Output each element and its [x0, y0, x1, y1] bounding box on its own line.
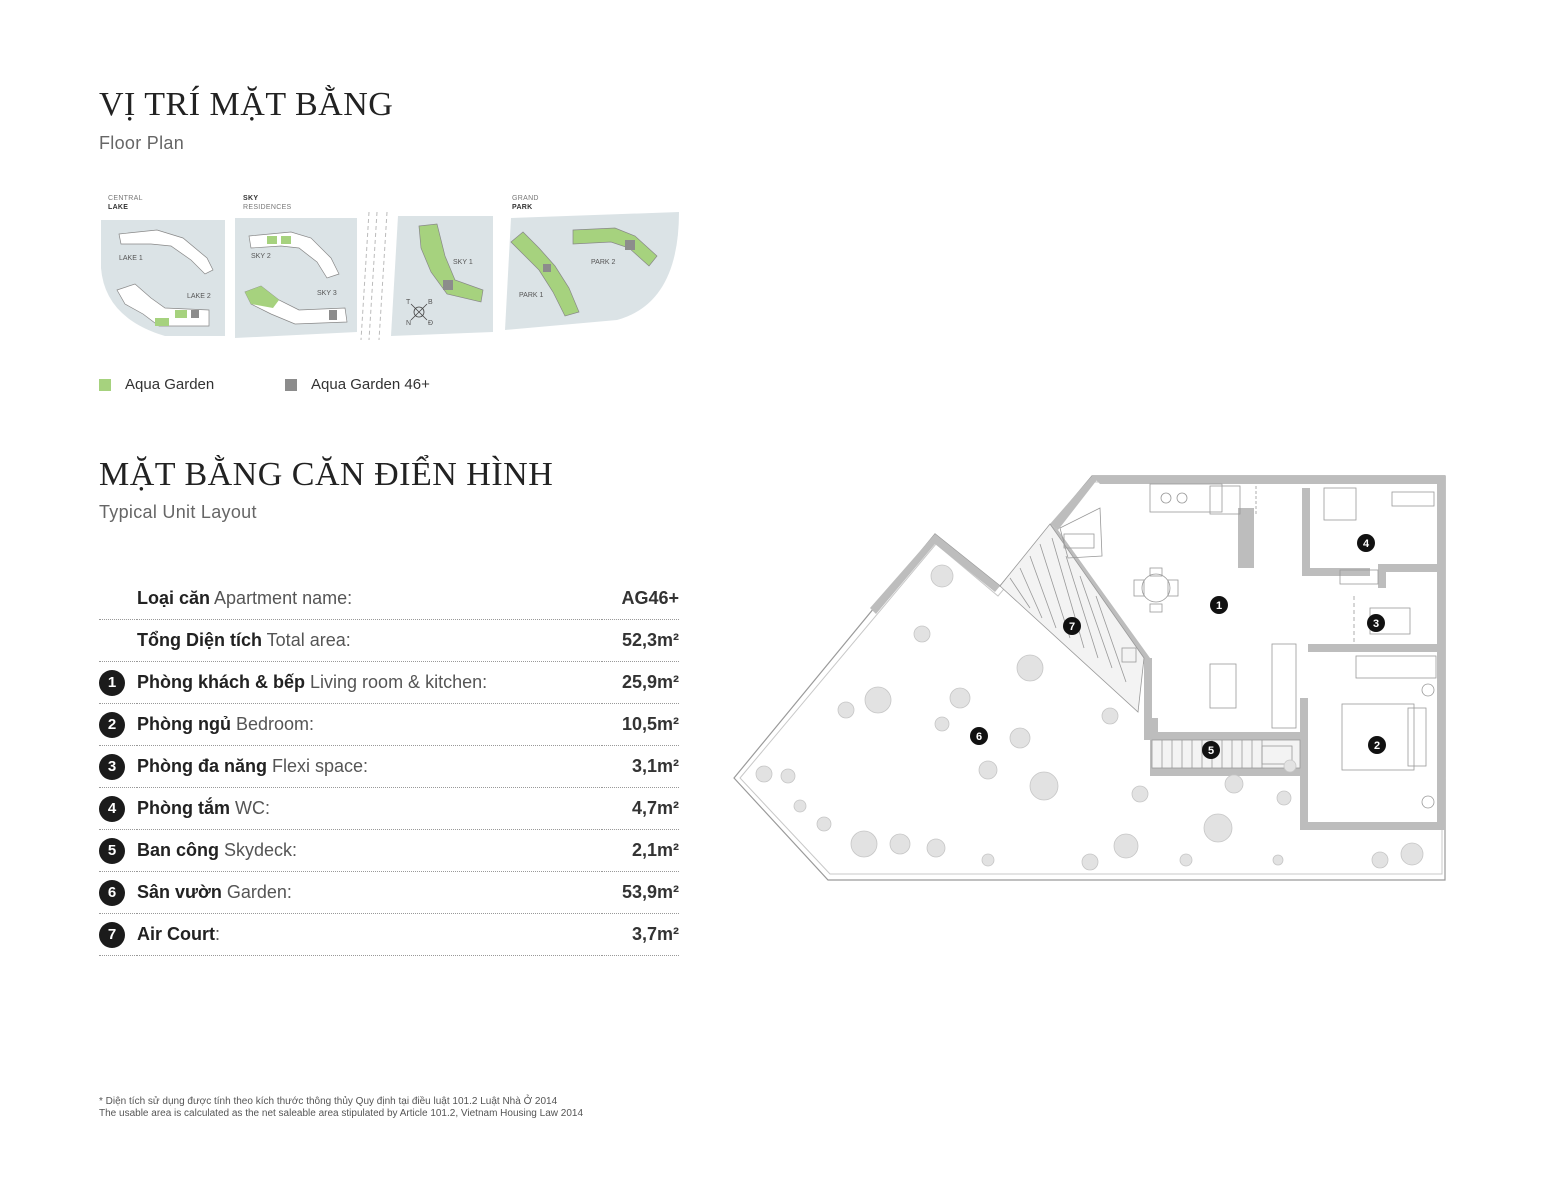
svg-text:N: N [406, 320, 412, 327]
svg-text:2: 2 [1373, 740, 1381, 752]
spec-number-cell [99, 662, 137, 704]
spec-name-cell [137, 746, 602, 788]
spec-row [99, 914, 679, 956]
room-marker-5 [1202, 741, 1220, 759]
spec-row [99, 578, 679, 620]
spec-value: 53,9m² [602, 872, 679, 914]
spec-row [99, 746, 679, 788]
garden-inner-outline [740, 482, 1442, 874]
floor-plan-subtitle: Floor Plan [99, 133, 185, 153]
spec-name-cell [137, 620, 602, 662]
legend-label: Aqua Garden [125, 376, 215, 393]
spec-name-en: Garden: [221, 882, 292, 902]
svg-text:1: 1 [1215, 600, 1223, 612]
room-marker-2 [1368, 736, 1386, 754]
room-marker-4 [1357, 534, 1375, 552]
spec-number-cell [99, 578, 137, 620]
spec-name-vi: Loại căn [137, 588, 211, 608]
garden-outline [734, 476, 1445, 880]
spec-row [99, 620, 679, 662]
spec-row [99, 704, 679, 746]
unit-floor-plan [730, 468, 1455, 888]
spec-name-cell [137, 788, 602, 830]
room-marker-3 [1367, 614, 1385, 632]
svg-text:T: T [406, 299, 411, 306]
legend-aqua-garden [99, 376, 214, 393]
spec-name-vi: Air Court [137, 924, 215, 944]
spec-number-cell [99, 704, 137, 746]
building-label: LAKE 2 [187, 293, 211, 300]
spec-value: 2,1m² [602, 830, 679, 872]
spec-name-en: Apartment name: [210, 588, 353, 608]
spec-value: 25,9m² [602, 662, 679, 704]
spec-value: AG46+ [602, 578, 679, 620]
svg-text:6: 6 [975, 731, 983, 743]
spec-name-vi: Phòng đa năng [137, 756, 267, 776]
svg-text:5: 5 [1207, 745, 1215, 757]
road-line [369, 212, 377, 340]
legend-aqua-garden-46 [285, 376, 430, 393]
building-label: SKY 1 [453, 259, 473, 266]
legend-label: Aqua Garden 46+ [311, 376, 430, 393]
svg-text:3: 3 [1372, 618, 1380, 630]
spec-name-en: Flexi space: [267, 756, 369, 776]
footnote-en: The usable area is calculated as the net saleable area stipulated by Article 101.2, Vietnam Housing Law 2014 [99, 1108, 584, 1119]
svg-text:4: 4 [1362, 538, 1370, 550]
spec-number-cell [99, 620, 137, 662]
unit-spec-table [99, 578, 679, 956]
road-line [379, 212, 387, 340]
spec-number-badge: 1 [99, 670, 125, 696]
spec-name-vi: Tổng Diện tích [137, 630, 262, 650]
spec-name-cell [137, 830, 602, 872]
spec-name-en: Skydeck: [219, 840, 298, 860]
road-line [361, 212, 369, 340]
spec-name-cell [137, 872, 602, 914]
spec-name-cell [137, 704, 602, 746]
spec-value: 3,7m² [602, 914, 679, 956]
room-marker-1 [1210, 596, 1228, 614]
spec-value: 52,3m² [602, 620, 679, 662]
room-marker-7 [1063, 617, 1081, 635]
spec-value: 10,5m² [602, 704, 679, 746]
spec-value: 3,1m² [602, 746, 679, 788]
legend-swatch-gray [285, 379, 297, 391]
spec-number-badge: 3 [99, 754, 125, 780]
svg-text:B: B [428, 299, 433, 306]
zone-label-grand-park: GRAND PARK [512, 195, 539, 211]
spec-number-badge: 6 [99, 880, 125, 906]
spec-row [99, 662, 679, 704]
spec-name-vi: Sân vườn [137, 882, 222, 902]
building-label: SKY 2 [251, 253, 271, 260]
zone-label-sky-residences: SKY RESIDENCES [243, 195, 292, 211]
building-label: PARK 2 [591, 259, 616, 266]
spec-number-cell [99, 788, 137, 830]
footnote [99, 1096, 583, 1120]
unit-layout-subtitle: Typical Unit Layout [99, 502, 257, 522]
spec-name-en: : [215, 924, 221, 944]
spec-row [99, 830, 679, 872]
spec-number-badge: 7 [99, 922, 125, 948]
footnote-vi: * Diện tích sử dụng được tính theo kích thước thông thủy Quy định tại điều luật 101.2 Luật Nhà Ở 2014 [99, 1096, 558, 1107]
spec-row [99, 788, 679, 830]
spec-name-en: Bedroom: [230, 714, 315, 734]
building-label: SKY 3 [317, 290, 337, 297]
spec-name-cell [137, 578, 602, 620]
svg-text:7: 7 [1068, 621, 1076, 633]
spec-number-cell [99, 830, 137, 872]
spec-number-cell [99, 914, 137, 956]
spec-name-en: WC: [230, 798, 270, 818]
zone-label-central-lake: CENTRAL LAKE [108, 195, 143, 211]
unit-layout-title: MẶT BẰNG CĂN ĐIỂN HÌNH [99, 456, 554, 493]
spec-number-cell [99, 746, 137, 788]
spec-name-vi: Phòng khách & bếp [137, 672, 306, 692]
building-label: PARK 1 [519, 292, 544, 299]
room-marker-6 [970, 727, 988, 745]
spec-number-cell [99, 872, 137, 914]
spec-number-badge: 2 [99, 712, 125, 738]
spec-row [99, 872, 679, 914]
floor-plan-title: VỊ TRÍ MẶT BẰNG [99, 86, 394, 123]
spec-name-en: Living room & kitchen: [305, 672, 488, 692]
spec-name-cell [137, 914, 602, 956]
spec-name-cell [137, 662, 602, 704]
spec-name-vi: Ban công [137, 840, 220, 860]
spec-name-en: Total area: [262, 630, 351, 650]
spec-value: 4,7m² [602, 788, 679, 830]
svg-text:Đ: Đ [428, 320, 434, 327]
building-label: LAKE 1 [119, 255, 143, 262]
site-map [95, 208, 685, 343]
legend-swatch-green [99, 379, 111, 391]
spec-number-badge: 4 [99, 796, 125, 822]
spec-name-vi: Phòng tắm [137, 798, 230, 818]
spec-name-vi: Phòng ngủ [137, 714, 231, 734]
spec-number-badge: 5 [99, 838, 125, 864]
